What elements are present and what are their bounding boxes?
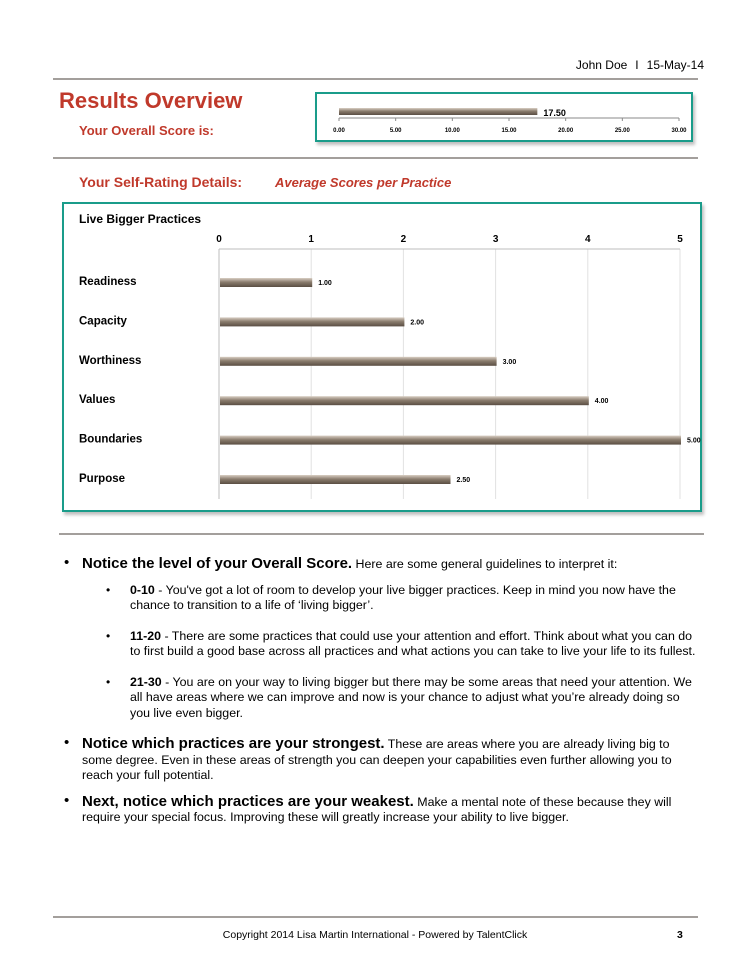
chart-divider [59,533,704,535]
copyright-text: Copyright 2014 Lisa Martin International - Powered by TalentClick [222,929,528,941]
bar-value-label: 1.00 [318,280,332,287]
report-date: 15-May-14 [646,58,704,72]
bar [220,396,589,405]
x-tick-label: 4 [585,234,591,245]
category-label: Worthiness [79,354,142,367]
guideline-text: - You've got a lot of room to develop your live bigger practices. Keep in mind you now have the chance to transition to a life of ‘living bigger’. [130,582,676,612]
note-lead: Notice the level of your Overall Score. [82,555,353,572]
guidelines [62,556,702,836]
note-strongest [62,736,702,784]
guideline-item [62,675,702,722]
bar-value-label: 2.50 [456,477,471,484]
overall-tick-label: 5.00 [389,128,402,134]
category-label: Capacity [79,315,127,328]
bar [220,317,404,326]
note-weakest [62,791,702,826]
overall-tick-label: 10.00 [444,128,460,134]
overall-tick-label: 0.00 [333,128,345,134]
bullet-icon: • [106,582,111,597]
bullet-icon: • [106,674,111,689]
bullet-icon: • [106,628,111,643]
practices-chart [62,202,702,512]
bullet-icon: • [64,791,70,809]
chart-title: Live Bigger Practices [79,212,202,226]
bar-value-label: 4.00 [594,398,609,406]
guideline-range: 0-10 [130,582,155,597]
bullet-icon: • [64,554,70,571]
overall-score-chart [315,92,693,142]
page-title: Results Overview [59,88,243,113]
overall-score-bar [339,108,537,115]
x-tick-label: 1 [308,234,314,245]
x-tick-label: 5 [677,234,683,245]
page-number: 3 [677,929,683,941]
overall-tick-label: 30.00 [671,128,687,134]
x-tick-label: 2 [400,234,407,245]
category-label: Readiness [79,276,137,288]
bullet-icon: • [64,734,70,751]
x-tick-label: 3 [492,234,499,245]
note-text: Make a mental note of these because they will require your special focus. Improving these will greatly increase your ability to live bigger. [82,794,672,824]
bar-value-label: 5.00 [687,437,701,445]
overall-tick-label: 15.00 [501,128,517,134]
note-overall [62,556,702,573]
category-label: Values [79,394,116,407]
x-tick-label: 0 [216,234,222,245]
top-divider [53,78,698,80]
bar [220,436,681,445]
guideline-text: - There are some practices that could use your attention and effort. Think about what you can do to first build a good base across all practices and what actions you can take to live your life to its fullest. [130,628,696,658]
bar [220,475,451,484]
guideline-text: - You are on your way to living bigger but there may be some areas that need your attention. We all have areas where we can improve and now is your chance to adjust what you’re already doing so you live even bigger. [130,674,692,720]
practices-chart-svg [64,204,699,509]
category-label: Purpose [79,473,126,485]
guideline-item [62,629,702,660]
bar-value-label: 3.00 [502,358,517,366]
note-text: These are areas where you are already living big to some degree. Even in these areas of strength you can deepen your capabilities even further allowing you to reach your full potential. [82,737,672,782]
bar [220,278,312,287]
self-rating-label: Your Self-Rating Details: [79,174,243,190]
overall-score-svg [317,94,690,139]
note-text: Here are some general guidelines to interpret it: [352,557,618,571]
report-name: John Doe [575,58,628,72]
footer-divider [53,916,698,918]
self-rating-sublabel: Average Scores per Practice [275,175,452,190]
category-label: Boundaries [79,433,143,446]
overall-tick-label: 20.00 [558,128,574,134]
overall-score-value: 17.50 [543,108,566,118]
overall-score-label: Your Overall Score is: [79,123,214,138]
bar [220,357,497,366]
overall-tick-label: 25.00 [614,128,630,134]
guideline-item [62,583,702,614]
guideline-range: 21-30 [130,674,162,689]
note-lead: Next, notice which practices are your weakest. [82,792,414,810]
guideline-range: 11-20 [130,628,162,643]
header-separator: I [635,58,639,72]
overview-divider [53,157,698,159]
note-lead: Notice which practices are your strongest. [82,735,385,752]
header-meta [576,58,704,72]
bar-value-label: 2.00 [410,319,425,327]
